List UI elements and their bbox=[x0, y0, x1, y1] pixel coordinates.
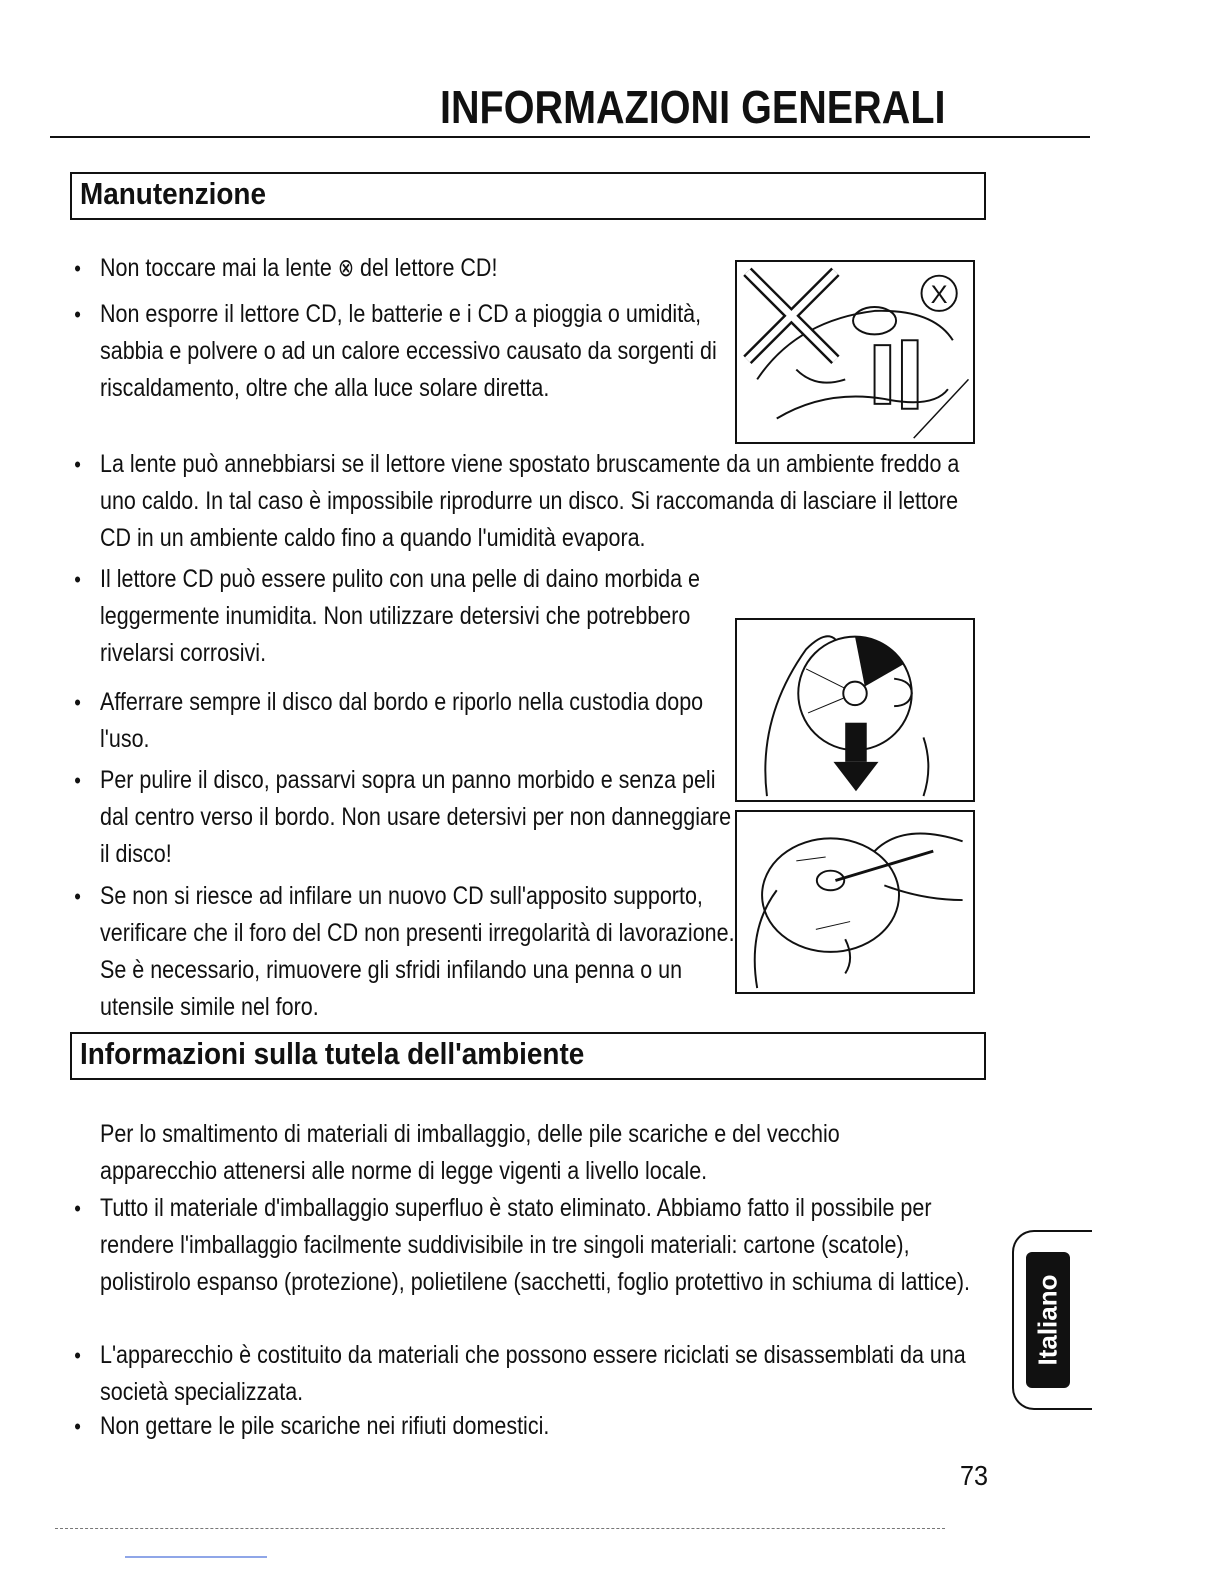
maintenance-item-2: • Non esporre il lettore CD, le batterie e i CD a pioggia o umidità, sabbia e polvere o ad un calore eccessivo causato da sorgenti di riscaldamento, oltre che alla luce solare diretta. bbox=[100, 296, 732, 407]
bullet: • bbox=[74, 1343, 81, 1368]
page-number: 73 bbox=[960, 1460, 989, 1491]
bullet: • bbox=[74, 1414, 81, 1439]
figure-x-label: X bbox=[930, 281, 948, 310]
maintenance-item-3: • La lente può annebbiarsi se il lettore viene spostato bruscamente da un ambiente freddo a uno caldo. In tal caso è impossibile riprodurre un disco. Si raccomanda di lasciare il lettore CD in un ambiente caldo fino a quando l'umidità evapora. bbox=[100, 446, 969, 557]
maintenance-item-4: • Il lettore CD può essere pulito con una pelle di daino morbida e leggermente inumidita. Non utilizzare detersivi che potrebbero rivelarsi corrosivi. bbox=[100, 561, 728, 672]
environment-heading: Informazioni sulla tutela dell'ambiente bbox=[80, 1036, 585, 1071]
maintenance-item-7: • Se non si riesce ad infilare un nuovo CD sull'apposito supporto, verificare che il foro del CD non presenti irregolarità di lavorazione. Se è necessario, rimuovere gli sfridi infilando una penna o un utensile simile nel foro. bbox=[100, 878, 736, 1026]
bullet: • bbox=[74, 690, 81, 715]
lens-symbol: ⊗ bbox=[337, 254, 355, 282]
page-title: INFORMAZIONI GENERALI bbox=[440, 81, 946, 133]
language-tab-label: Italiano bbox=[1032, 1274, 1063, 1366]
maintenance-item-6: • Per pulire il disco, passarvi sopra un panno morbido e senza peli dal centro verso il bordo. Non usare detersivi per non danneggiare il disco! bbox=[100, 762, 741, 873]
environment-item-3: • Non gettare le pile scariche nei rifiuti domestici. bbox=[100, 1408, 1003, 1445]
environment-item-2: • L'apparecchio è costituito da materiali che possono essere riciclati se disassemblati da una società specializzata. bbox=[100, 1337, 1003, 1411]
title-divider bbox=[50, 136, 1090, 138]
disc-cleaning-illustration bbox=[737, 812, 973, 992]
lens-warning-figure bbox=[735, 260, 975, 444]
language-tab-inner bbox=[1026, 1252, 1070, 1388]
environment-intro: Per lo smaltimento di materiali di imballaggio, delle pile scariche e del vecchio apparecchio attenersi alle norme di legge vigenti a livello locale. bbox=[100, 1120, 840, 1185]
maintenance-heading-box bbox=[70, 172, 986, 220]
maintenance-heading: Manutenzione bbox=[80, 176, 267, 211]
disc-cleaning-figure bbox=[735, 810, 975, 994]
lens-warning-illustration bbox=[737, 262, 973, 442]
bullet: • bbox=[74, 256, 81, 281]
language-tab-container bbox=[1012, 1230, 1092, 1410]
maintenance-item-5: • Afferrare sempre il disco dal bordo e riporlo nella custodia dopo l'uso. bbox=[100, 684, 741, 758]
disc-handling-figure bbox=[735, 618, 975, 802]
bullet: • bbox=[74, 452, 81, 477]
environment-item-1: • Tutto il materiale d'imballaggio superfluo è stato eliminato. Abbiamo fatto il possibile per rendere l'imballaggio facilmente suddivisibile in tre singoli materiali: cartone (scatole), polistirolo espanso (protezione), polietilene (sacchetti, foglio protettivo in schiuma di lattice). bbox=[100, 1190, 1003, 1301]
bullet: • bbox=[74, 1196, 81, 1221]
bullet: • bbox=[74, 302, 81, 327]
bullet: • bbox=[74, 884, 81, 909]
bullet: • bbox=[74, 567, 81, 592]
environment-heading-box bbox=[70, 1032, 986, 1080]
disc-handling-illustration bbox=[737, 620, 973, 800]
maintenance-item-1: • Non toccare mai la lente ⊗ del lettore CD! bbox=[100, 250, 719, 287]
footer-mark bbox=[125, 1556, 267, 1558]
bullet: • bbox=[74, 768, 81, 793]
footer-divider bbox=[55, 1528, 945, 1530]
